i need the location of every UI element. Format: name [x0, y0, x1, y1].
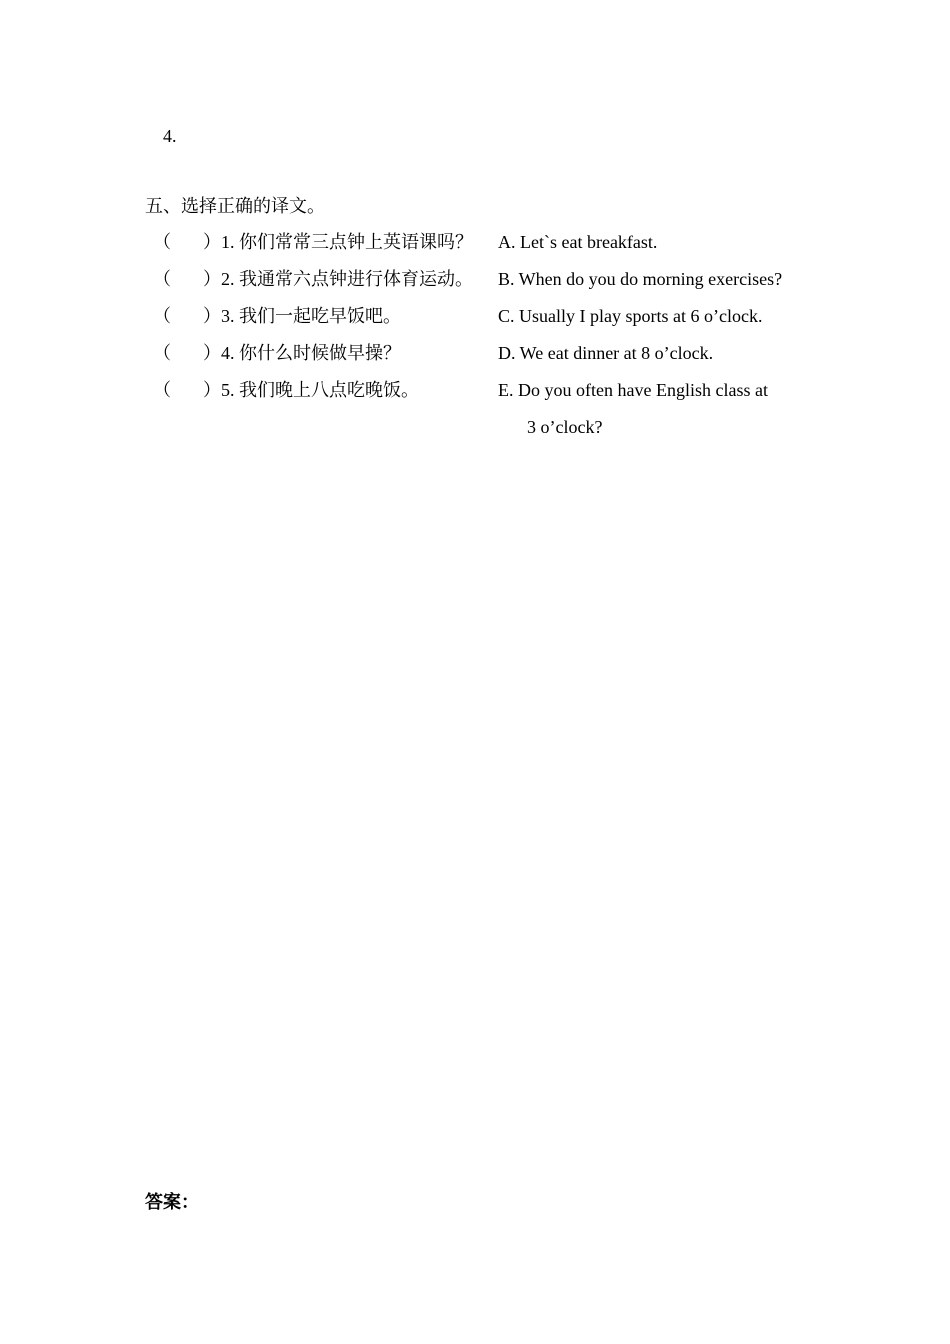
- option-text: C. Usually I play sports at 6 o’clock.: [498, 306, 763, 326]
- answer-blank-close-paren: ）: [203, 343, 221, 363]
- answer-blank-close-paren: ）: [203, 232, 221, 252]
- question-text: 5. 我们晚上八点吃晚饭。: [221, 380, 419, 400]
- question-text: 2. 我通常六点钟进行体育运动。: [221, 269, 473, 289]
- answer-blank-open-paren: （: [153, 269, 171, 289]
- option-text: E. Do you often have English class at: [498, 380, 768, 400]
- option-text: B. When do you do morning exercises?: [498, 269, 783, 289]
- answer-blank-close-paren: ）: [203, 380, 221, 400]
- option-e-continuation: 3 o’clock?: [527, 417, 603, 437]
- question-text: 4. 你什么时候做早操？: [221, 343, 401, 363]
- answer-blank-open-paren: （: [153, 306, 171, 326]
- question-text: 1. 你们常常三点钟上英语课吗？: [221, 232, 473, 252]
- answer-blank-open-paren: （: [153, 232, 171, 252]
- option-text: D. We eat dinner at 8 o’clock.: [498, 343, 714, 363]
- question-text: 3. 我们一起吃早饭吧。: [221, 306, 401, 326]
- option-text: A. Let`s eat breakfast.: [498, 232, 658, 252]
- answer-blank-open-paren: （: [153, 343, 171, 363]
- section-heading: 五、选择正确的译文。: [145, 196, 325, 216]
- item-number: 4.: [163, 126, 177, 146]
- answer-heading: 答案：: [145, 1192, 199, 1212]
- answer-blank-close-paren: ）: [203, 269, 221, 289]
- answer-blank-open-paren: （: [153, 380, 171, 400]
- answer-blank-close-paren: ）: [203, 306, 221, 326]
